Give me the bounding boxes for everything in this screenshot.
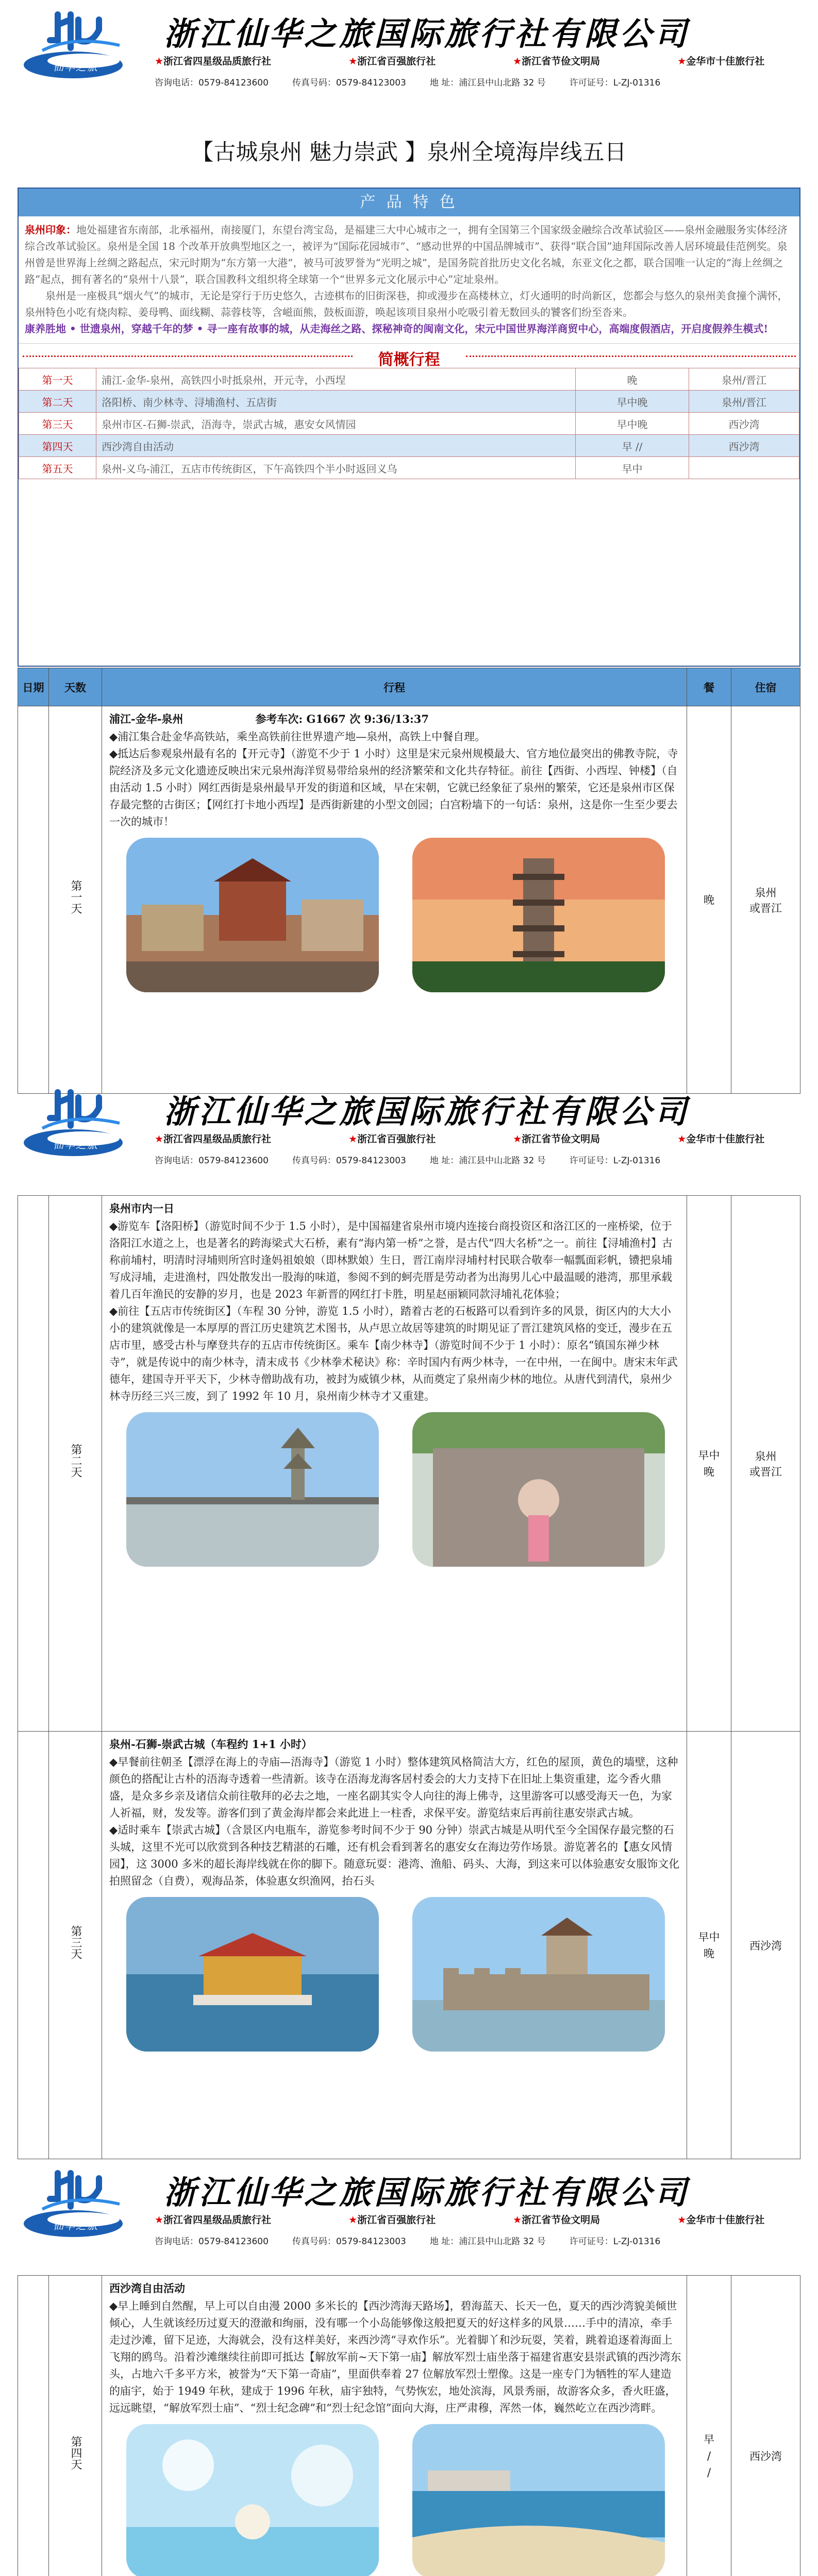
photo-row xyxy=(109,1897,681,2052)
logo-text: 仙华之旅 xyxy=(53,61,98,73)
day-row xyxy=(18,1732,800,2159)
features-highlight: 康养胜地 • 世遗泉州，穿越千年的梦 • 寻一座有故事的城，从走海丝之路、探秘神奇的闽南文化，宋元中国世界海洋商贸中心，高端度假酒店，开启度假养生模式! xyxy=(25,323,769,335)
day-paragraph: ◆前往【五店市传统街区】（车程 30 分钟，游览 1.5 小时），踏着古老的石板路可以看到许多的风景，街区内的大大小小的建筑就像是一本厚厚的晋江历史建筑艺术图书，从卢思立故居等建筑的时期见证了晋江建筑风格的变迁，漫步在五店市里，感受古朴与摩登共存的五店市传统街区。乘车【南少林寺】（游览时间不少于 1 小时）：原名“镇国东禅少林寺”，就是传说中的南少林寺，清末成书《少林拳术秘诀》称：辛时国内有两少林寺，一在中州，一在闽中。唐宋末年武德年，建国寺开平天下，少林寺僧助战有功，被封为威镇少林，从而奠定了泉州南少林的地位。从唐代到清代，泉州少林寺历经三兴三废，到了 1992 年 10 月，泉州南少林寺才又重建。 xyxy=(109,1305,678,1402)
route-row: 第五天 泉州-义乌-浦江，五店市传统街区，下午高铁四个半小时返回义乌 早中 xyxy=(19,457,799,479)
page-title: 【古城泉州 魅力崇武 】泉州全境海岸线五日 xyxy=(191,140,627,165)
photo-kaiyuan-pagoda xyxy=(412,838,665,992)
col-meal: 餐 xyxy=(687,668,731,706)
photo-xisha-bay xyxy=(126,2424,379,2576)
route-row: 第一天 浦江-金华-泉州，高铁四小时抵泉州，开元寺，小西埕 晚 泉州/晋江 xyxy=(19,368,799,391)
letterhead xyxy=(0,0,818,91)
company-name: 浙江仙华之旅国际旅行社有限公司 xyxy=(164,1093,690,1130)
day-title: 浦江-金华-泉州 参考车次: G1667 次 9:36/13:37 xyxy=(109,713,429,725)
features-header: 产 品 特 色 xyxy=(19,189,799,216)
license: 许可证号：L-ZJ-01316 xyxy=(569,78,661,88)
company-name: 浙江仙华之旅国际旅行社有限公司 xyxy=(164,15,690,53)
day-paragraph: ◆游览车【洛阳桥】（游览时间不少于 1.5 小时），是中国福建省泉州市境内连接台商投资区和洛江区的一座桥梁，位于洛阳江水道之上，也是著名的跨海梁式大石桥，素有“海内第一桥”之誉，是古代“四大名桥”之一。前往【浔埔渔村】古称前埔村，明清时浔埔则所宫时逢妈祖娘娘（即林默娘）生日，晋江南岸浔埔村村民联合敬奉一幅瓢面彩帆，镄把泉埔写成浔埔，走进渔村，四处散发出一股海的味道，参阅不到的蚵壳厝是劳动者为出海男儿心中最温暖的港湾，那里承载着几百年渔民的安静的岁月，也是 2023 年新晋的网红打卡胜，明星赵丽颖同款浔埔礼花体验； xyxy=(109,1220,673,1300)
itinerary-table xyxy=(18,2275,800,2576)
photo-luoyang-bridge xyxy=(126,1412,379,1567)
features-text xyxy=(19,216,799,337)
itinerary-header-row xyxy=(18,668,800,706)
day-meal: 早中 晚 xyxy=(687,1732,731,2159)
company-logo xyxy=(22,9,130,81)
photo-wuhai-temple xyxy=(126,1897,379,2052)
company-logo: 仙华之旅 xyxy=(22,2168,130,2240)
qualifications xyxy=(155,54,764,67)
day-paragraph: ◆抵达后参观泉州最有名的【开元寺】（游览不少于 1 小时）这里是宋元泉州规模最大、官方地位最突出的佛教寺院，寺院经济及多元文化遗迹反映出宋元泉州海洋贸易带给泉州的经济繁荣和文化共存特征。前往【西街、小西埕、钟楼】（自由活动 1.5 小时）网红西街是泉州最早开发的街道和区域，早在宋朝，它就已经象征了泉州的繁荣，它还是泉州市区保存最完整的古街区；【网红打卡地小西埕】是西街新建的小型文创园；白宫粉墙下的一句话：泉州，这是你一生至少要去一次的城市！ xyxy=(109,748,678,828)
letterhead: 仙华之旅 浙江仙华之旅国际旅行社有限公司 ★浙江省四星级品质旅行社 ★浙江省百强旅行社 ★浙江省节俭文明局 ★金华市十佳旅行社 咨询电话：0579-84123600 传真号码：0579-84123003 地 址：浦江县中山北路 32 号 许可证号：L-ZJ-01316 xyxy=(0,2159,818,2249)
itinerary-table xyxy=(18,1195,800,2159)
day-label: 第四天 xyxy=(49,2276,102,2576)
photo-xunpu-village xyxy=(412,1412,665,1567)
features-paragraph: 泉州是一座极具“烟火气”的城市，无论是穿行于历史悠久，古迹棋布的旧街深巷，抑或漫步在高楼林立，灯火通明的时尚新区，您都会与悠久的泉州美食撞个满怀，泉州特色小吃有烧肉粽、姜母鸭、面线糊、蒜蓉枝等，含嵫面熊，鼓板面游，唤起该项目泉州小吃吸引着无数回头的饕客们纷至沓来。 xyxy=(25,290,788,318)
col-date: 日期 xyxy=(18,668,49,706)
day-label: 第二天 xyxy=(49,1196,102,1732)
letterhead: 仙华之旅 浙江仙华之旅国际旅行社有限公司 ★浙江省四星级品质旅行社 ★浙江省百强旅行社 ★浙江省节俭文明局 ★金华市十佳旅行社 咨询电话：0579-84123600 传真号码：0579-84123003 地 址：浦江县中山北路 32 号 许可证号：L-ZJ-01316 xyxy=(0,1078,818,1168)
photo-row xyxy=(109,838,681,992)
phone: 咨询电话：0579-84123600 xyxy=(155,78,269,88)
day-row xyxy=(18,706,800,1094)
itinerary-table xyxy=(18,668,800,1094)
photo-row xyxy=(109,2424,681,2576)
day-hotel: 泉州 或晋江 xyxy=(731,706,800,1094)
day-detail xyxy=(102,706,687,1094)
day-title: 西沙湾自由活动 xyxy=(109,2282,185,2295)
photo-row xyxy=(109,1412,681,1567)
route-row: 第三天 泉州市区-石狮-崇武，浯海寺，崇武古城，惠安女风情园 早中晚 西沙湾 xyxy=(19,413,799,435)
day-paragraph: ◆适时乘车【崇武古城】（含景区内电瓶车，游览参考时间不少于 90 分钟）崇武古城是从明代至今全国保存最完整的石头城，这里不光可以欣赏到各种技艺精湛的石雕，还有机会看到著名的惠安女在海边劳作场景。游览著名的【惠女风情园】，这 3000 多米的超长海岸线就在你的脚下。随意玩耍：港湾、渔船、码头、大海，到这来可以体验惠安女服饰文化拍照留念（自费），观海品茶，体验惠女织渔网，抬石头 xyxy=(109,1824,680,1887)
day-detail xyxy=(102,1732,687,2159)
route-overview-table xyxy=(19,368,799,479)
day-row xyxy=(18,1196,800,1732)
company-logo: 仙华之旅 xyxy=(22,1087,130,1159)
day-paragraph: ◆早上睡到自然醒，早上可以自由漫 2000 多米长的【西沙湾海天路场】，碧海蓝天、长天一色，夏天的西沙湾貌美倾世倾心，人生就该经历过夏天的澄澈和绚丽，没有哪一个小岛能够像这般把夏天的好这样多的风景……手中的清凉，牵手走过沙滩，留下足迹，大海就会，没有这样美好，来西沙湾“寻欢作乐”。光着脚丫和沙玩耍，笑着，跳着追逐着海面上飞翔的鸥鸟。沿着沙滩继续往前即可抵达【解放军前~天下第一庙】解放军烈士庙坐落于福建省惠安县崇武镇的西沙湾东头，占地六千多平方米，被誉为“天下第一奇庙”，里面供奉着 27 位解放军烈士塑像。这是一座专门为牺牲的军人建造的庙宇，始于 1949 年秋，建成于 1996 年秋，庙宇独特，气势恢宏，地处滨海，风景秀丽，故游客众多，香火旺盛，远远眺望，“解放军烈士庙”、“烈士纪念碑”和“烈士纪念馆”面向大海，庄严肃穆，浑然一体，巍然屹立在西沙湾畔。 xyxy=(109,2300,681,2414)
col-itinerary: 行程 xyxy=(102,668,687,706)
day-hotel: 西沙湾 xyxy=(731,1732,800,2159)
day-label: 第一天 xyxy=(49,706,102,1094)
day-meal: 晚 xyxy=(687,706,731,1094)
col-days: 天数 xyxy=(49,668,102,706)
day-hotel: 西沙湾 xyxy=(731,2276,800,2576)
day-hotel: 泉州 或晋江 xyxy=(731,1196,800,1732)
day-label: 第三天 xyxy=(49,1732,102,2159)
route-row: 第四天 西沙湾自由活动 早 // 西沙湾 xyxy=(19,435,799,457)
qualification-item: ★浙江省百强旅行社 xyxy=(348,56,436,67)
qualification-item: ★浙江省节俭文明局 xyxy=(513,56,600,67)
day-paragraph: ◆早餐前往朝圣【漂浮在海上的寺庙—浯海寺】（游览 1 小时）整体建筑风格简洁大方，红色的屋顶，黄色的墙壁，这种颜色的搭配让古朴的浯海寺透着一些清新。该寺在浯海龙海客居村委会的大力支持下在旧址上集资重建，迄今香火鼎盛，是众多乡亲及诸信众前往敬拜的必去之地，一座名副其实令人向往的海上佛寺，这里游客可以感受海天一色，为家人祈福，财，发发等。游客们到了黄金海岸都会来此进上一柱香，求保平安。游览结束后再前往惠安崇武古城。 xyxy=(109,1756,678,1819)
qualification-item: ★浙江省四星级品质旅行社 xyxy=(155,56,272,67)
route-overview-header: 简概行程 xyxy=(19,343,799,368)
day-detail xyxy=(102,2276,687,2576)
day-paragraph: ◆浦江集合赴金华高铁站，乘坐高铁前往世界遗产地—泉州，高铁上中餐自理。 xyxy=(109,731,486,743)
day-title: 泉州-石狮-崇武古城（车程约 1+1 小时） xyxy=(109,1738,312,1751)
features-section xyxy=(18,188,800,667)
day-meal: 早 / / xyxy=(687,2276,731,2576)
photo-seaside-beach xyxy=(412,2424,665,2576)
photo-xijie-street xyxy=(126,838,379,992)
photo-chongwu-fortress xyxy=(412,1897,665,2052)
day-row xyxy=(18,2276,800,2576)
qualification-item: ★金华市十佳旅行社 xyxy=(677,56,765,67)
fax: 传真号码：0579-84123003 xyxy=(292,78,406,88)
col-hotel: 住宿 xyxy=(731,668,800,706)
day-meal: 早中 晚 xyxy=(687,1196,731,1732)
route-row: 第二天 洛阳桥、南少林寺、浔埔渔村、五店街 早中晚 泉州/晋江 xyxy=(19,391,799,413)
day-title: 泉州市内一日 xyxy=(109,1202,174,1215)
day-detail xyxy=(102,1196,687,1732)
company-name: 浙江仙华之旅国际旅行社有限公司 xyxy=(164,2174,690,2211)
address: 地 址：浦江县中山北路 32 号 xyxy=(429,78,546,88)
features-paragraph: 泉州印象：地处福建省东南部，北承福州，南接厦门，东望台湾宝岛，是福建三大中心城市之一，拥有全国第三个国家级金融综合改革试验区——泉州金融服务实体经济综合改革试验区。泉州是全国 18 个改革开放典型地区之一，被评为“国际花园城市”、“感动世界的中国品牌城市”、获得“联合国”迪拜国际改善人居环境最佳范例奖。泉州曾是世界海上丝绸之路起点，宋元时期为“东方第一大港”，被马可波罗誉为“光明之城”，是国务院首批历史文化名城，东亚文化之都，联合国唯一认定的“海上丝绸之路”起点，拥有著名的“泉州十八景”，联合国教科文组织将全球第一个“世界多元文化展示中心”定址泉州。 xyxy=(25,224,788,285)
contact-line xyxy=(155,75,660,88)
